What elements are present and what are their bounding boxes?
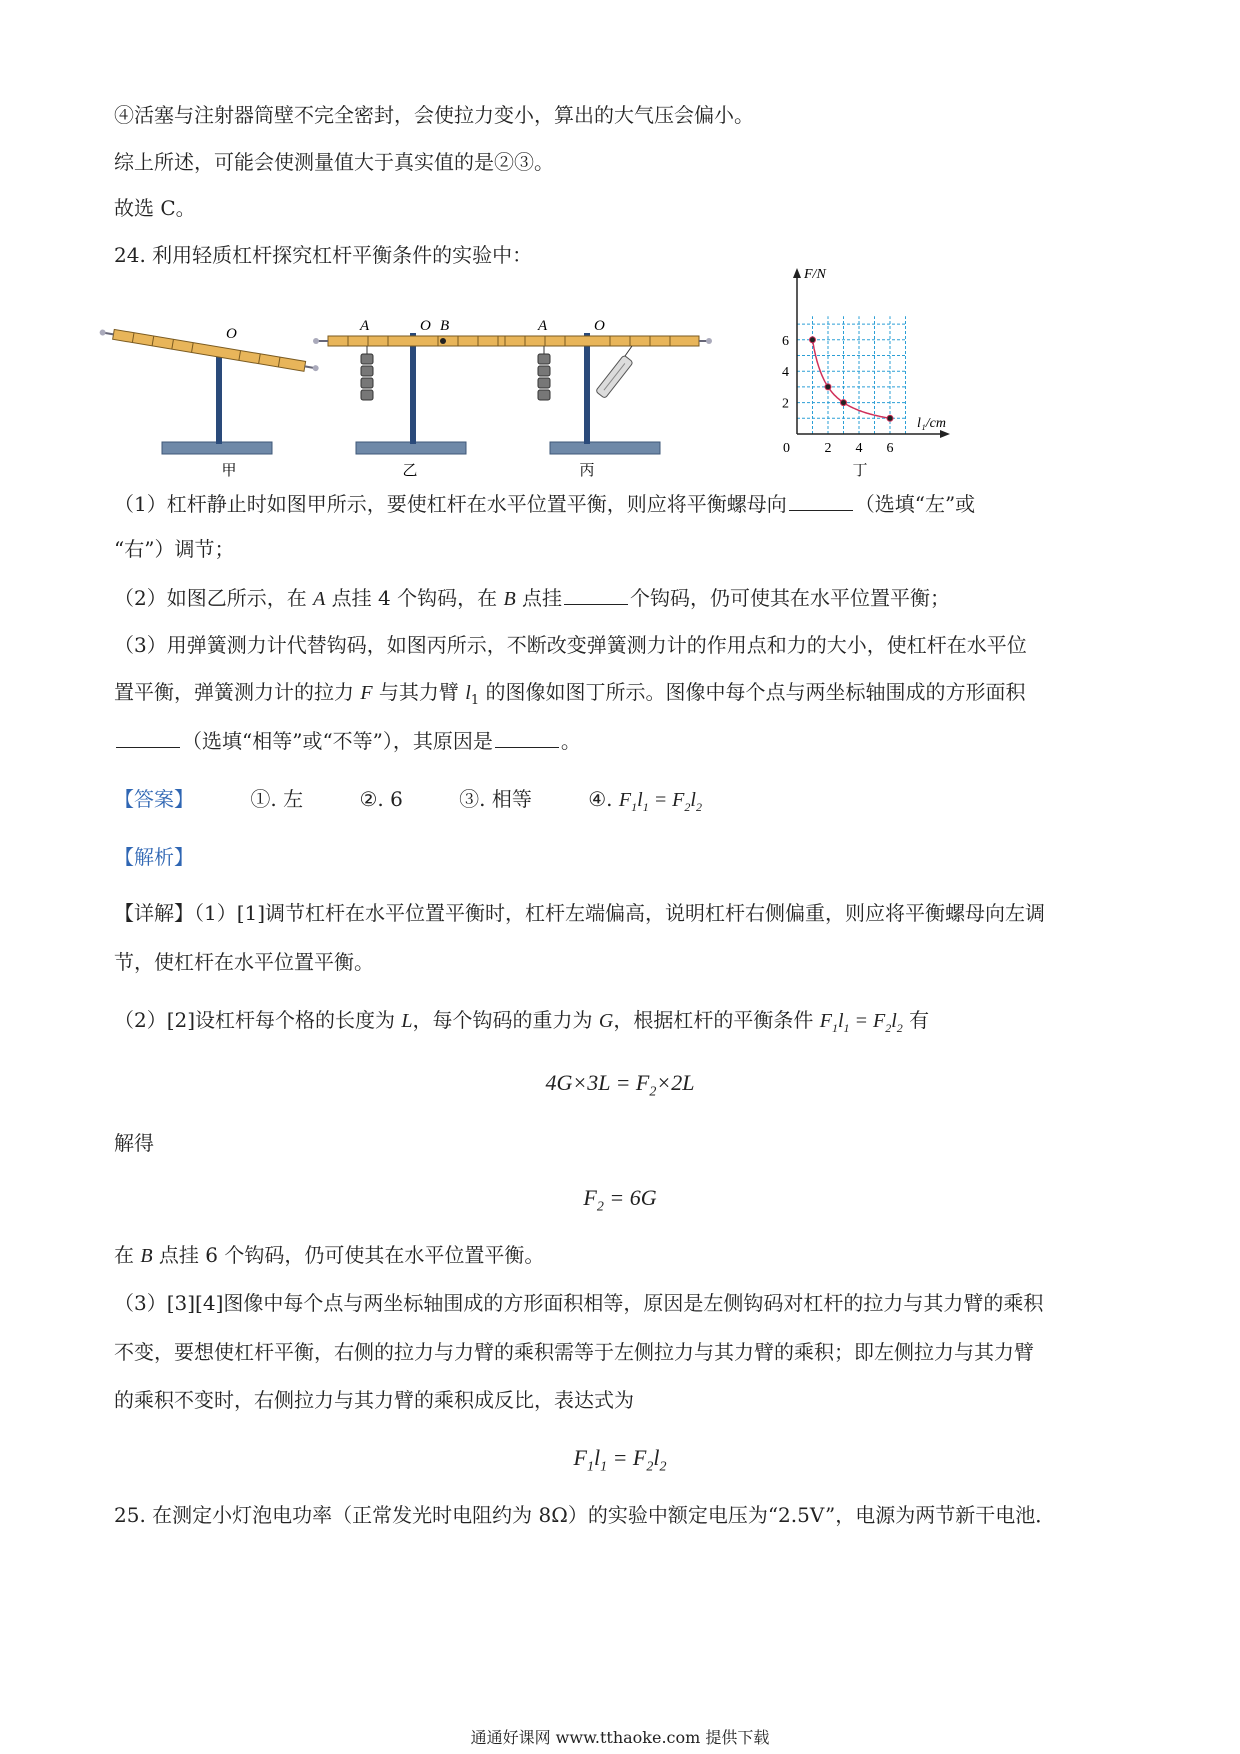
figure-ding-chart bbox=[782, 267, 950, 479]
lever-figures bbox=[110, 267, 960, 485]
answer-row: 【答案】 ①. 左 ②. 6 ③. 相等 ④. $F_1l_1 = F_2l_2$ bbox=[114, 787, 702, 814]
x-axis-label: l₁/cm bbox=[917, 416, 946, 431]
answer-formula: $F_1l_1 = F_2l_2$ bbox=[618, 789, 702, 814]
detail-part2: （2）[2]设杠杆每个格的长度为 L，每个钩码的重力为 G，根据杠杆的平衡条件 $F_1l_1 = F_2l_2$ 有 bbox=[114, 1008, 930, 1035]
chart-series-line bbox=[813, 340, 891, 419]
x-tick-label: 6 bbox=[886, 441, 894, 456]
chart-data-point bbox=[810, 337, 816, 343]
chart-data-point bbox=[887, 415, 893, 421]
chart-data-point bbox=[825, 384, 831, 390]
answer-blank bbox=[495, 725, 559, 748]
q24-part2: （2）如图乙所示，在 A 点挂 4 个钩码，在 B 点挂 个钩码，仍可使其在水平位置平衡； bbox=[114, 582, 950, 614]
pivot-label: O bbox=[226, 326, 237, 342]
x-tick-label: 2 bbox=[824, 441, 832, 456]
q24-part3-cont: 置平衡，弹簧测力计的拉力 F 与其力臂 $l_1$ 的图像如图丁所示。图像中每个点与两坐标轴围成的方形面积 bbox=[114, 680, 1026, 708]
caption-jia: 甲 bbox=[221, 461, 237, 479]
figure-yi bbox=[313, 318, 537, 479]
equation-3: $F_1l_1 = F_2l_2$ bbox=[573, 1445, 667, 1475]
q24-part1-cont: “右”）调节； bbox=[114, 537, 235, 561]
x-tick-label: 4 bbox=[855, 441, 863, 456]
detail-part3-end: 的乘积不变时，右侧拉力与其力臂的乘积成反比，表达式为 bbox=[114, 1388, 634, 1412]
detail-part3-cont: 不变，要想使杠杆平衡，右侧的拉力与力臂的乘积需等于左侧拉力与其力臂的乘积；即左侧拉力与其力臂 bbox=[114, 1340, 1034, 1364]
point-label-a: A bbox=[538, 318, 548, 334]
y-tick-label: 2 bbox=[782, 396, 789, 412]
answer-blank bbox=[564, 582, 628, 605]
origin-label: 0 bbox=[783, 441, 790, 456]
q24-part1: （1）杠杆静止时如图甲所示，要使杠杆在水平位置平衡，则应将平衡螺母向 （选填“左”或 bbox=[114, 488, 975, 519]
text-line: 故选 C。 bbox=[114, 196, 196, 220]
q24-part3-end: （选填“相等”或“不等”），其原因是 。 bbox=[114, 725, 581, 756]
answer-blank bbox=[116, 725, 180, 748]
solve-label: 解得 bbox=[114, 1131, 154, 1155]
y-axis-label: F/N bbox=[804, 267, 826, 282]
pivot-label: O bbox=[420, 318, 431, 334]
y-axis-arrow bbox=[793, 268, 801, 278]
equation-1: $4G\times 3L = F_2\times 2L$ bbox=[545, 1070, 695, 1100]
pivot-label: O bbox=[594, 318, 605, 334]
detail-part1-cont: 节，使杠杆在水平位置平衡。 bbox=[114, 950, 374, 974]
question-24-title: 24. 利用轻质杠杆探究杠杆平衡条件的实验中： bbox=[114, 243, 533, 267]
text-line: ④活塞与注射器筒壁不完全密封，会使拉力变小，算出的大气压会偏小。 bbox=[114, 103, 754, 127]
y-tick-label: 4 bbox=[782, 365, 789, 381]
figure-bing bbox=[505, 318, 712, 479]
footer-credit: 通通好课网 www.tthaoke.com 提供下载 bbox=[470, 1728, 770, 1747]
answer-tag: 【答案】 bbox=[114, 787, 194, 811]
figure-jia bbox=[99, 326, 320, 479]
equation-2: $F_2 = 6G$ bbox=[583, 1185, 657, 1215]
chart-data-point bbox=[841, 400, 847, 406]
analysis-tag-row bbox=[114, 842, 194, 872]
caption-yi: 乙 bbox=[402, 461, 418, 479]
analysis-tag: 【解析】 bbox=[114, 845, 194, 869]
question-25-title: 25. 在测定小灯泡电功率（正常发光时电阻约为 8Ω）的实验中额定电压为“2.5V”，电源为两节新干电池． bbox=[114, 1503, 1056, 1527]
detail-part1: 【详解】（1）[1]调节杠杆在水平位置平衡时，杠杆左端偏高，说明杠杆右侧偏重，则应将平衡螺母向左调 bbox=[114, 901, 1046, 925]
y-tick-label: 6 bbox=[782, 333, 789, 349]
caption-ding: 丁 bbox=[852, 461, 868, 479]
caption-bing: 丙 bbox=[579, 461, 595, 479]
balance-formula: $F_1l_1 = F_2l_2$ bbox=[819, 1010, 903, 1035]
answer-blank bbox=[789, 488, 853, 511]
x-axis-arrow bbox=[940, 430, 950, 438]
detail-part2-end: 在 B 点挂 6 个钩码，仍可使其在水平位置平衡。 bbox=[114, 1243, 545, 1267]
detail-part3: （3）[3][4]图像中每个点与两坐标轴围成的方形面积相等，原因是左侧钩码对杠杆的拉力与其力臂的乘积 bbox=[114, 1291, 1044, 1315]
point-label-a: A bbox=[360, 318, 370, 334]
text-line: 综上所述，可能会使测量值大于真实值的是②③。 bbox=[114, 150, 554, 174]
q24-part3: （3）用弹簧测力计代替钩码，如图丙所示，不断改变弹簧测力计的作用点和力的大小，使杠杆在水平位 bbox=[114, 633, 1027, 657]
point-label-b: B bbox=[440, 318, 450, 334]
